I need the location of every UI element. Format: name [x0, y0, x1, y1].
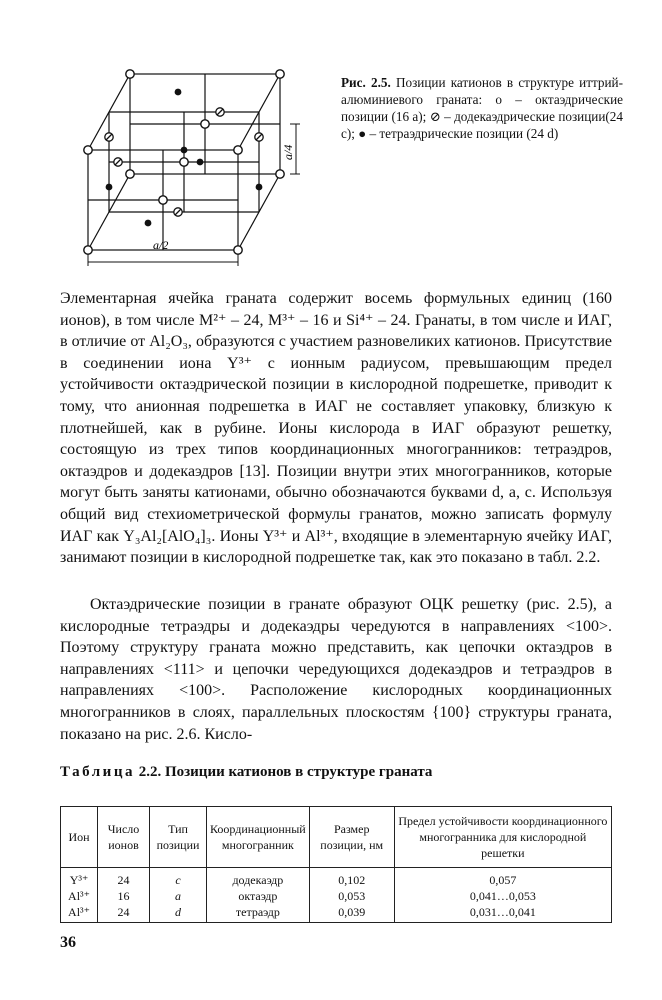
cell-count: 24 — [98, 868, 150, 889]
page-number: 36 — [60, 934, 76, 951]
garnet-cube-figure — [60, 60, 330, 275]
cell-limit: 0,041…0,053 — [394, 888, 611, 904]
cell-ion: Al³⁺ — [61, 904, 98, 923]
cell-limit: 0,057 — [394, 868, 611, 889]
paragraph-1: Элементарная ячейка граната содержит восемь формульных единиц (160 ионов), в том числе M²⁺ – 24, M³⁺ – 16 и Si⁴⁺ – 24. Гранаты, в том числе и ИАГ, в отличие от Al₂O₃, образуются с участием разновеликих катионов. Присутствие в соединении иона Y³⁺ с ионным радиусом, превышающим предел устойчивости октаэдрической позиции в кислородной подрешетке, приводит к тому, что анионная подрешетка в ИАГ не составляет упаковку, близкую к плотнейшей, как в рубине. Ионы кислорода в ИАГ образуют решетку, состоящую из трех типов координационных многогранников: тетраэдров, октаэдров и додекаэдров [13]. Позиции внутри этих многогранников, которые могут быть заняты катионами, обычно обозначаются буквами d, a, c. Используя общий вид стехиометрической формулы гранатов, можно записать формулу ИАГ как Y₃Al₂[AlO₄]₃. Ионы Y³⁺ и Al³⁺, входящие в элементарную ячейку ИАГ, занимают позиции в кислородной подрешетке так, как это показано в табл. 2.2. — [60, 290, 612, 567]
cell-polyhedron: додекаэдр — [207, 868, 310, 889]
figure-caption-text: Позиции катионов в структуре иттрий-алюминиевого граната: о – октаэдрические позиции (16 a); ⊘ – додекаэдрические позиции(24 c); ● – тетраэдрические позиции (24 d) — [341, 75, 624, 141]
table-caption — [60, 764, 432, 781]
cell-size: 0,102 — [309, 868, 394, 889]
cell-polyhedron: тетраэдр — [207, 904, 310, 923]
header-size: Размер позиции, нм — [309, 807, 394, 868]
cell-limit: 0,031…0,041 — [394, 904, 611, 923]
cell-size: 0,053 — [309, 888, 394, 904]
dimension-a2 — [88, 254, 238, 266]
label-a4: a/4 — [281, 144, 295, 160]
cell-polyhedron: октаэдр — [207, 888, 310, 904]
paragraph-2: Октаэдрические позиции в гранате образуют ОЦК решетку (рис. 2.5), а кислородные тетраэдры и додекаэдры чередуются в направлениях <100>. Поэтому структуру граната можно представить, как цепочки октаэдров в направлениях <111> и цепочки чередующихся додекаэдров и тетраэдров в направлениях <100>. Расположение кислородных координационных многогранников в слоях, параллельных плоскостям {100} структуры граната, показано на рис. 2.6. Кисло- — [60, 596, 612, 743]
table-row — [61, 888, 612, 904]
cell-type: a — [150, 888, 207, 904]
figure-number: Рис. 2.5. — [341, 75, 391, 90]
table-header-row — [61, 807, 612, 868]
header-stability-limit: Предел устойчивости координационного многогранника для кислородной решетки — [394, 807, 611, 868]
header-ion: Ион — [61, 807, 98, 868]
cell-type: d — [150, 904, 207, 923]
cell-type: c — [150, 868, 207, 889]
header-position-type: Тип позиции — [150, 807, 207, 868]
table-row — [61, 904, 612, 923]
label-a2: a/2 — [153, 238, 169, 252]
cell-count: 16 — [98, 888, 150, 904]
table-caption-label: Таблица — [60, 764, 135, 780]
cation-positions-table — [60, 806, 612, 923]
table-row — [61, 868, 612, 889]
figure-caption — [341, 74, 623, 142]
table-caption-text: 2.2. Позиции катионов в структуре граната — [138, 764, 433, 780]
cell-size: 0,039 — [309, 904, 394, 923]
cell-count: 24 — [98, 904, 150, 923]
cell-ion: Y³⁺ — [61, 868, 98, 889]
header-count: Число ионов — [98, 807, 150, 868]
cell-ion: Al³⁺ — [61, 888, 98, 904]
header-polyhedron: Координационный многогранник — [207, 807, 310, 868]
